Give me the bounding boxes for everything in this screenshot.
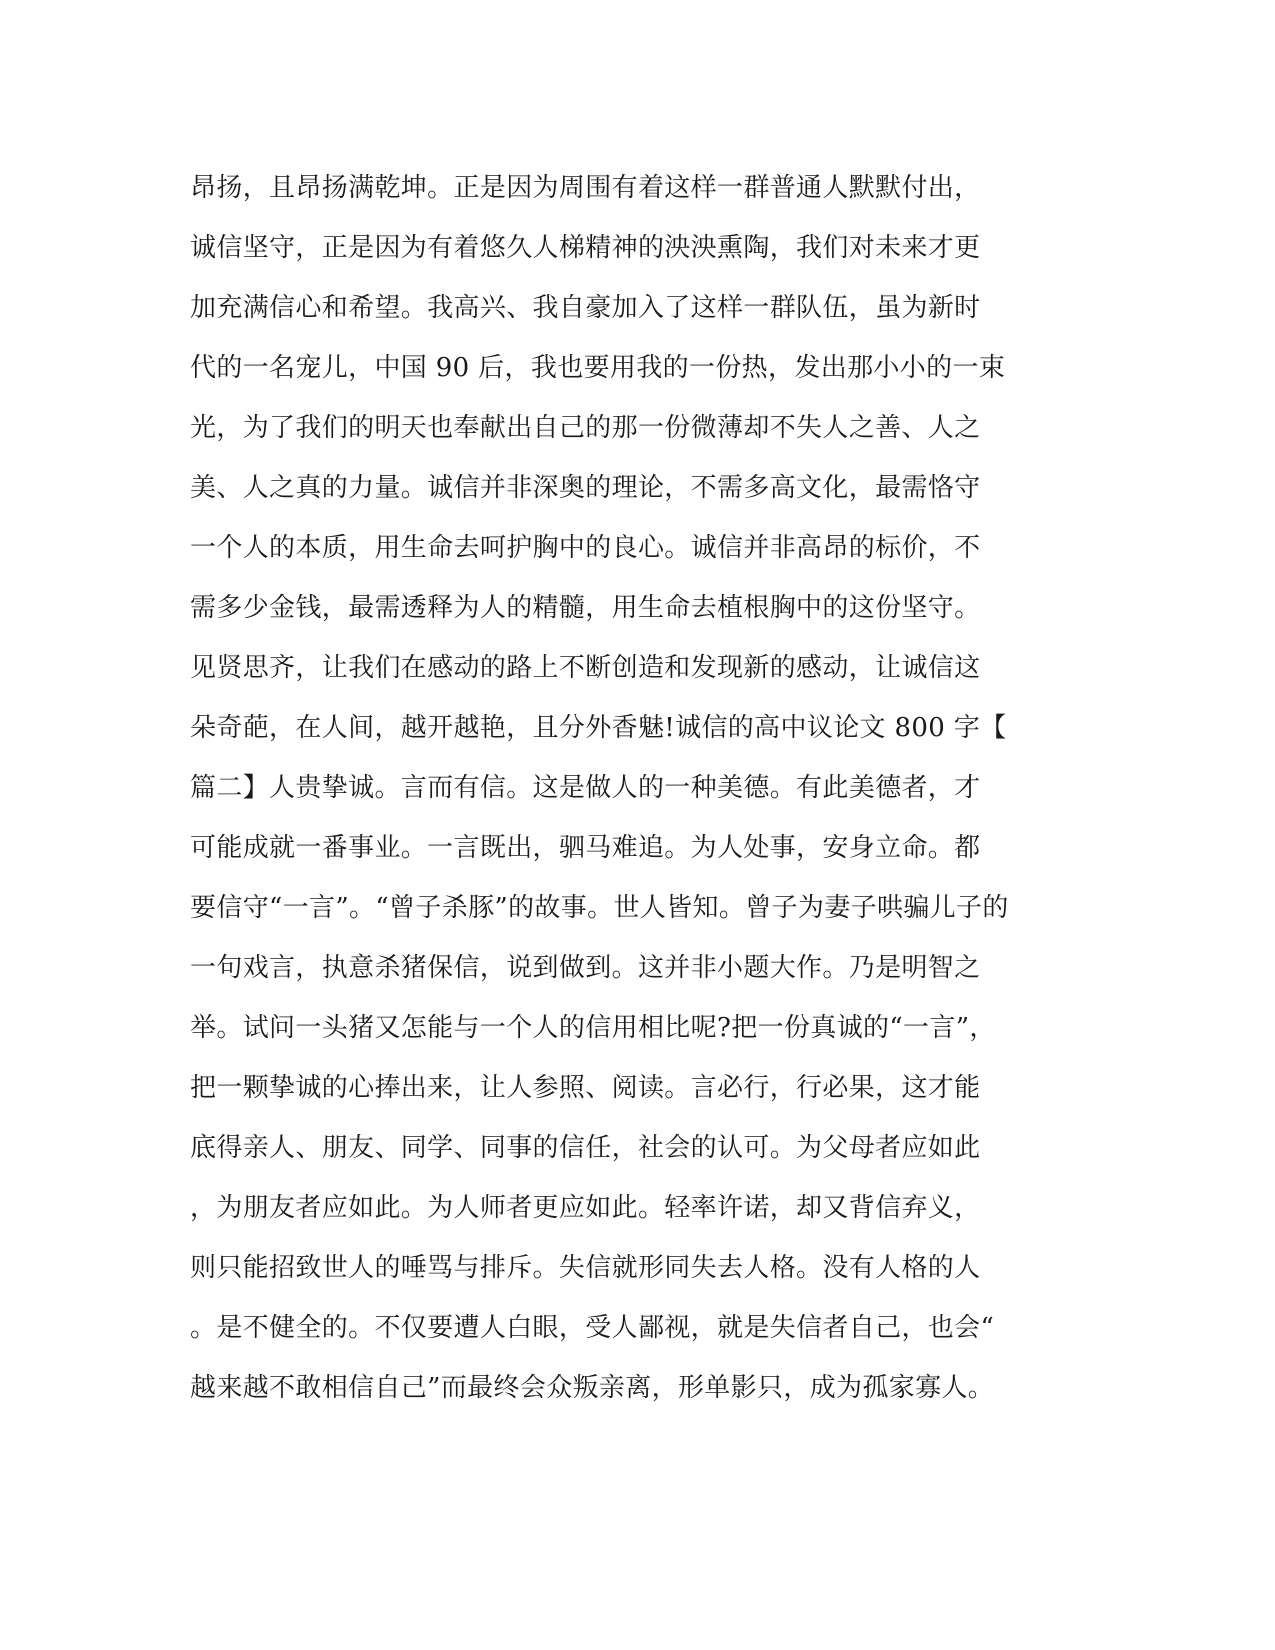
text-line: 篇二】人贵挚诚。言而有信。这是做人的一种美德。有此美德者，才 [190,773,981,803]
text-line: 诚信坚守，正是因为有着悠久人梯精神的泱泱熏陶，我们对未来才更 [190,233,981,263]
text-line: 代的一名宠儿，中国 90 后，我也要用我的一份热，发出那小小的一束 [190,353,1006,383]
text-line: 。是不健全的。不仅要遭人白眼，受人鄙视，就是失信者自己，也会“ [190,1313,995,1343]
text-line: 把一颗挚诚的心捧出来，让人参照、阅读。言必行，行必果，这才能 [190,1073,981,1103]
text-line: 要信守“一言”。“曾子杀豚”的故事。世人皆知。曾子为妻子哄骗儿子的 [190,893,1009,923]
essay-body [190,158,1090,1418]
text-line: ，为朋友者应如此。为人师者更应如此。轻率许诺，却又背信弃义， [190,1193,981,1223]
text-line: 可能成就一番事业。一言既出，驷马难追。为人处事，安身立命。都 [190,833,981,863]
text-line: 光，为了我们的明天也奉献出自己的那一份微薄却不失人之善、人之 [190,413,981,443]
text-line: 需多少金钱，最需透释为人的精髓，用生命去植根胸中的这份坚守。 [190,593,981,623]
text-line: 昂扬，且昂扬满乾坤。正是因为周围有着这样一群普通人默默付出， [190,173,981,203]
text-line: 见贤思齐，让我们在感动的路上不断创造和发现新的感动，让诚信这 [190,653,981,683]
text-line: 举。试问一头猪又怎能与一个人的信用相比呢?把一份真诚的“一言”， [190,1013,996,1043]
text-line: 朵奇葩，在人间，越开越艳，且分外香魅!诚信的高中议论文 800 字【 [190,713,1007,743]
text-line: 则只能招致世人的唾骂与排斥。失信就形同失去人格。没有人格的人 [190,1253,981,1283]
text-line: 底得亲人、朋友、同学、同事的信任，社会的认可。为父母者应如此 [190,1133,981,1163]
text-line: 加充满信心和希望。我高兴、我自豪加入了这样一群队伍，虽为新时 [190,293,981,323]
text-line: 一句戏言，执意杀猪保信，说到做到。这并非小题大作。乃是明智之 [190,953,981,983]
text-line: 一个人的本质，用生命去呵护胸中的良心。诚信并非高昂的标价，不 [190,533,981,563]
text-line: 越来越不敢相信自己”而最终会众叛亲离，形单影只，成为孤家寡人。 [190,1373,995,1403]
text-line: 美、人之真的力量。诚信并非深奥的理论，不需多高文化，最需恪守 [190,473,981,503]
